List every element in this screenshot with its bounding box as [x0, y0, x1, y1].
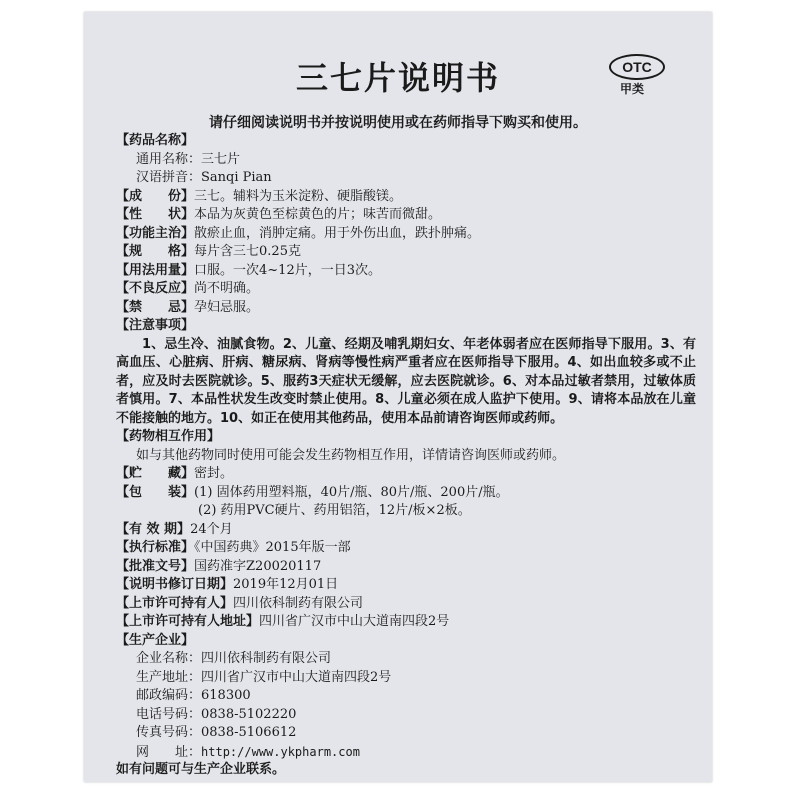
dosage-value: 口服。一次4~12片，一日3次。: [194, 262, 381, 278]
approval-label: 【批准文号】: [116, 558, 195, 574]
properties-value: 本品为灰黄色至棕黄色的片；味苦而微甜。: [194, 207, 442, 222]
otc-badge: OTC: [609, 54, 665, 80]
manufacturer-name-row: [116, 650, 696, 669]
standard-row: [116, 539, 696, 558]
indications-row: [116, 225, 696, 244]
packaging-label: 【包 装】: [116, 484, 195, 500]
section-manufacturer: 【生产企业】: [116, 632, 195, 648]
generic-name-row: [116, 151, 696, 170]
manufacturer-name-label: 企业名称：: [136, 651, 202, 666]
usage-notice: 请仔细阅读说明书并按说明使用或在药师指导下购买和使用。: [209, 115, 587, 131]
document-title: 三七片说明书: [295, 59, 500, 97]
ingredients-value: 三七。辅料为玉米淀粉、硬脂酸镁。: [194, 188, 403, 204]
otc-class-label: 甲类: [620, 82, 645, 96]
pinyin-value: Sanqi Pian: [201, 170, 272, 185]
website-label: 网 址：: [136, 744, 202, 760]
packaging-row: [116, 484, 696, 503]
postcode-value: 618300: [201, 688, 251, 703]
manufacturer-address-value: 四川省广汉市中山大道南四段2号: [201, 669, 392, 685]
generic-name-label: 通用名称：: [136, 151, 202, 167]
standard-value: 《中国药典》2015年版一部: [194, 540, 351, 555]
fax-value: 0838-5106612: [201, 725, 297, 740]
footer-contact-note: 如有问题可与生产企业联系。: [116, 762, 286, 777]
generic-name-value: 三七片: [201, 151, 241, 167]
approval-value: 国药准字Z20020117: [194, 558, 322, 574]
leaflet-content: [116, 132, 696, 780]
mah-address-value: 四川省广汉市中山大道南四段2号: [259, 614, 450, 629]
website-value: http://www.ykpharm.com: [201, 744, 360, 759]
revision-label: 【说明书修订日期】: [116, 577, 234, 592]
website-row: [116, 743, 696, 762]
section-interactions: 【药物相互作用】: [116, 429, 221, 444]
specification-row: [116, 243, 696, 262]
contraindications-value: 孕妇忌服。: [194, 299, 260, 315]
packaging-line-2: (2) 药用PVC硬片、药用铝箔，12片/板×2板。: [198, 503, 471, 518]
manufacturer-address-row: [116, 669, 696, 688]
properties-label: 【性 状】: [116, 207, 195, 222]
storage-label: 【贮 藏】: [116, 466, 195, 481]
mah-value: 四川依科制药有限公司: [233, 595, 364, 611]
ingredients-row: [116, 188, 696, 207]
contraindications-row: [116, 299, 696, 318]
postcode-row: [116, 687, 696, 706]
specification-value: 每片含三七0.25克: [194, 244, 301, 259]
mah-address-row: [116, 613, 696, 632]
mah-label: 【上市许可持有人】: [116, 595, 234, 611]
section-precautions: 【注意事项】: [116, 318, 195, 333]
adverse-row: [116, 280, 696, 299]
postcode-label: 邮政编码：: [136, 688, 202, 703]
properties-row: [116, 206, 696, 225]
dosage-label: 【用法用量】: [116, 262, 195, 278]
pinyin-label: 汉语拼音：: [136, 170, 202, 185]
leaflet-sheet: [84, 12, 712, 782]
fax-label: 传真号码：: [136, 725, 202, 740]
phone-label: 电话号码：: [136, 706, 202, 722]
section-drug-name: 【药品名称】: [116, 133, 195, 148]
indications-value: 散瘀止血，消肿定痛。用于外伤出血，跌扑肿痛。: [194, 225, 481, 241]
phone-value: 0838-5102220: [201, 706, 297, 722]
expiry-value: 24个月: [190, 521, 233, 537]
expiry-label: 【有 效 期】: [116, 521, 191, 537]
standard-label: 【执行标准】: [116, 540, 195, 555]
specification-label: 【规 格】: [116, 244, 195, 259]
revision-row: [116, 576, 696, 595]
expiry-row: [116, 521, 696, 540]
adverse-label: 【不良反应】: [116, 281, 195, 296]
approval-row: [116, 558, 696, 577]
packaging-line-1: (1) 固体药用塑料瓶，40片/瓶、80片/瓶、200片/瓶。: [194, 484, 509, 500]
pinyin-row: [116, 169, 696, 188]
revision-value: 2019年12月01日: [233, 577, 339, 592]
ingredients-label: 【成 份】: [116, 188, 195, 204]
precautions-text: 1、忌生冷、油腻食物。2、儿童、经期及哺乳期妇女、年老体弱者应在医师指导下服用。3、有高血压、心脏病、肝病、糖尿病、肾病等慢性病严重者应在医师指导下服用。4、如出血较多或不止者，应及时去医院就诊。5、服药3天症状无缓解，应去医院就诊。6、对本品过敏者禁用，过敏体质者慎用。7、本品性状发生改变时禁止使用。8、儿童必须在成人监护下使用。9、请将本品放在儿童不能接触的地方。10、如正在使用其他药品，使用本品前请咨询医师或药师。: [116, 336, 696, 426]
fax-row: [116, 724, 696, 743]
manufacturer-name-value: 四川依科制药有限公司: [201, 651, 332, 666]
adverse-value: 尚不明确。: [194, 281, 260, 296]
interactions-text: 如与其他药物同时使用可能会发生药物相互作用，详情请咨询医师或药师。: [136, 447, 566, 463]
manufacturer-address-label: 生产地址：: [136, 669, 202, 685]
storage-row: [116, 465, 696, 484]
contraindications-label: 【禁 忌】: [116, 299, 195, 315]
storage-value: 密封。: [194, 466, 234, 481]
mah-row: [116, 595, 696, 614]
dosage-row: [116, 262, 696, 281]
phone-row: [116, 706, 696, 725]
indications-label: 【功能主治】: [116, 225, 195, 241]
mah-address-label: 【上市许可持有人地址】: [116, 614, 260, 629]
